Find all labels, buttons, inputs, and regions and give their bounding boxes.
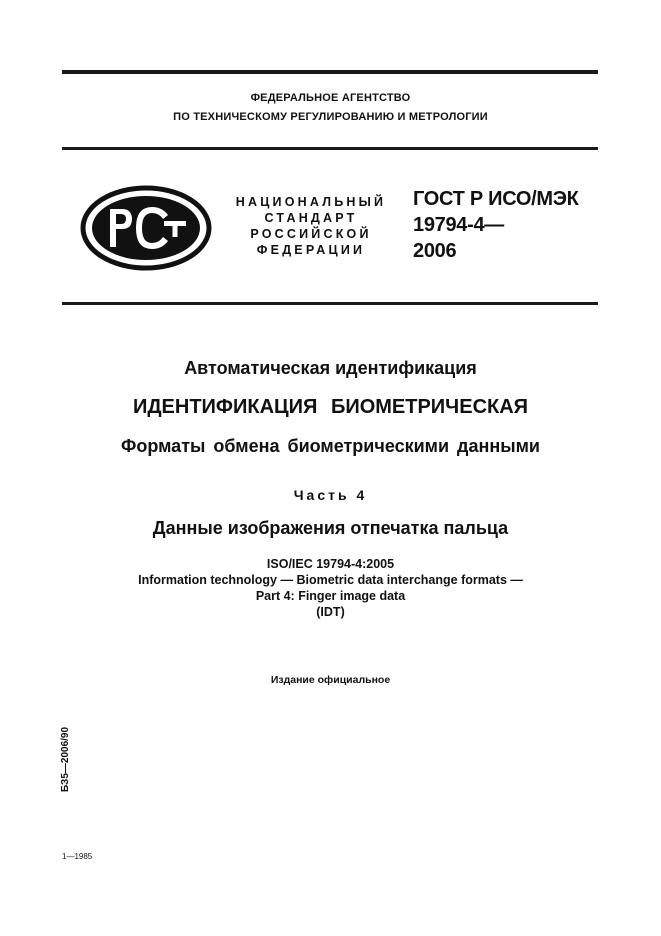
top-rule xyxy=(62,70,598,74)
header-rule xyxy=(62,147,598,150)
part-title: Данные изображения отпечатка пальца xyxy=(152,518,509,538)
designation-line-2: 19794-4— xyxy=(413,214,504,236)
title-line-2: ИДЕНТИФИКАЦИЯ БИОМЕТРИЧЕСКАЯ xyxy=(132,396,529,418)
edition-label: Издание официальное xyxy=(270,674,391,686)
standard-designation xyxy=(413,186,603,264)
national-line-3: РОССИЙСКОЙ xyxy=(250,227,372,241)
designation-line-3: 2006 xyxy=(413,240,457,262)
iso-line-3: Part 4: Finger image data xyxy=(255,589,406,603)
iso-line-4: (IDT) xyxy=(316,605,345,619)
iso-reference xyxy=(0,556,661,620)
title-line-1: Автоматическая идентификация xyxy=(184,358,477,378)
title-line-3: Форматы обмена биометрическими данными xyxy=(120,436,540,456)
rst-logo xyxy=(80,185,212,271)
footer-code: 1—1985 xyxy=(62,852,93,861)
iso-line-2: Information technology — Biometric data interchange formats — xyxy=(138,573,523,587)
national-line-2: СТАНДАРТ xyxy=(264,211,358,225)
national-line-1: НАЦИОНАЛЬНЫЙ xyxy=(235,195,387,209)
block-rule xyxy=(62,302,598,305)
designation-line-1: ГОСТ Р ИСО/МЭК xyxy=(413,188,579,210)
national-standard-label xyxy=(226,194,396,258)
agency-line-1: ФЕДЕРАЛЬНОЕ АГЕНТСТВО xyxy=(250,92,411,104)
iso-line-1: ISO/IEC 19794-4:2005 xyxy=(266,557,395,571)
side-code: БЗ5—2006/90 xyxy=(60,726,71,792)
agency-line-2: ПО ТЕХНИЧЕСКОМУ РЕГУЛИРОВАНИЮ И МЕТРОЛОГИИ xyxy=(173,111,488,123)
national-line-4: ФЕДЕРАЦИИ xyxy=(256,243,366,257)
part-number: Часть 4 xyxy=(293,487,368,503)
